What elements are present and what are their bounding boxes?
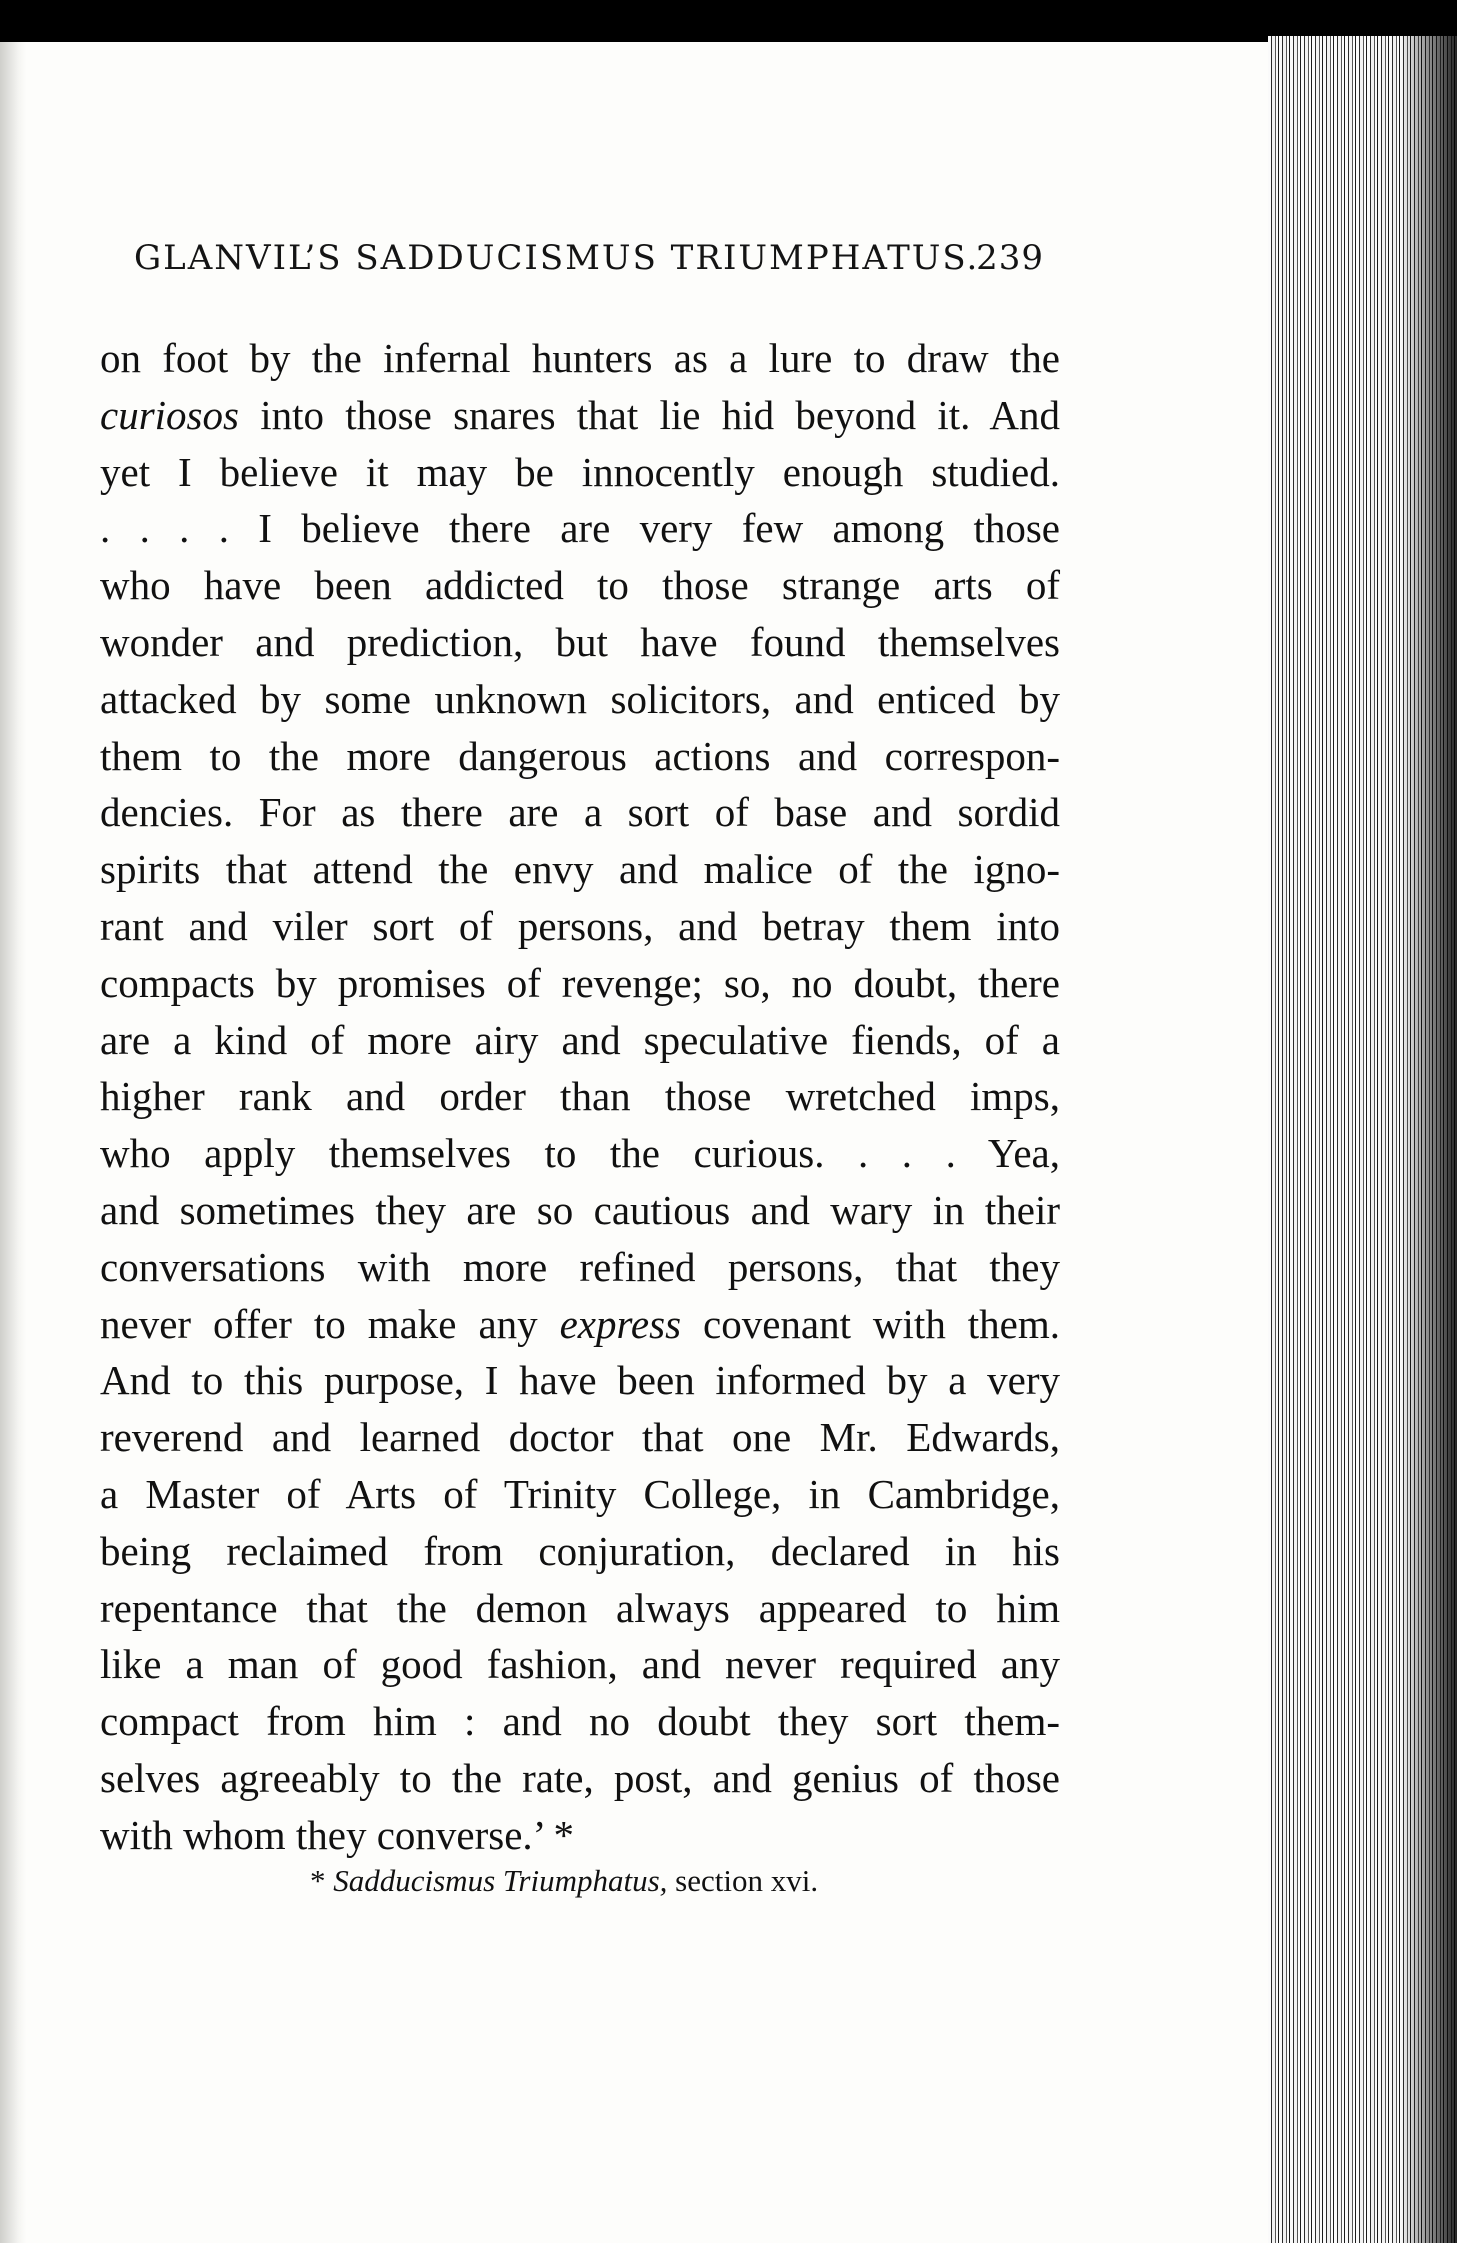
- text-line: like a man of good fashion, and never required any: [100, 1641, 1060, 1688]
- text-line: spirits that attend the envy and malice of the igno-: [100, 846, 1060, 893]
- book-edge-shadow: [1268, 36, 1457, 2243]
- text-line: rant and viler sort of persons, and betray them into: [100, 902, 1060, 949]
- footnote-title: Sadducismus Triumphatus,: [333, 1863, 668, 1898]
- text-line: dencies. For as there are a sort of base and sordid: [100, 789, 1060, 836]
- text-line: yet I believe it may be innocently enough studied.: [100, 448, 1060, 495]
- text-line: wonder and prediction, but have found themselves: [100, 618, 1060, 665]
- text-line: attacked by some unknown solicitors, and enticed by: [100, 675, 1060, 722]
- footnote-marker: *: [310, 1863, 326, 1898]
- text-line: being reclaimed from conjuration, declared in his: [100, 1527, 1060, 1574]
- footnote: [310, 1863, 1010, 1899]
- text-line: are a kind of more airy and speculative fiends, of a: [100, 1016, 1060, 1063]
- text-line: never offer to make any express covenant with them.: [100, 1300, 1061, 1347]
- italic-term: curiosos: [100, 391, 239, 438]
- text-line: compact from him : and no doubt they sort them-: [100, 1698, 1060, 1745]
- footnote-section: section xvi.: [675, 1863, 819, 1898]
- page-number: 239: [976, 238, 1044, 278]
- text-line: higher rank and order than those wretched imps,: [100, 1073, 1060, 1120]
- text-line: them to the more dangerous actions and correspon-: [100, 732, 1060, 779]
- text-line: repentance that the demon always appeared to him: [100, 1584, 1060, 1631]
- text-line: . . . . I believe there are very few among those: [100, 505, 1060, 552]
- body-text: [100, 330, 1060, 1864]
- text-line: who have been addicted to those strange arts of: [100, 562, 1060, 609]
- running-title: GLANVIL’S SADDUCISMUS TRIUMPHATUS.: [134, 238, 980, 278]
- text-line: conversations with more refined persons, that they: [100, 1243, 1060, 1290]
- text-line: with whom they converse.’ *: [100, 1811, 575, 1858]
- italic-term: express: [559, 1300, 682, 1347]
- text-line: And to this purpose, I have been informed by a very: [100, 1357, 1060, 1404]
- text-line: and sometimes they are so cautious and wary in their: [100, 1186, 1060, 1233]
- text-line: who apply themselves to the curious. . . . Yea,: [100, 1130, 1060, 1177]
- text-line: selves agreeably to the rate, post, and genius of those: [100, 1754, 1060, 1801]
- text-line: curiosos into those snares that lie hid beyond it. And: [100, 391, 1061, 438]
- text-line: on foot by the infernal hunters as a lure to draw the: [100, 335, 1060, 381]
- text-line: compacts by promises of revenge; so, no doubt, there: [100, 959, 1060, 1006]
- text-line: reverend and learned doctor that one Mr. Edwards,: [100, 1414, 1060, 1461]
- running-header: [134, 238, 1044, 278]
- text-line: a Master of Arts of Trinity College, in Cambridge,: [100, 1470, 1060, 1517]
- binding-shadow: [0, 42, 26, 2243]
